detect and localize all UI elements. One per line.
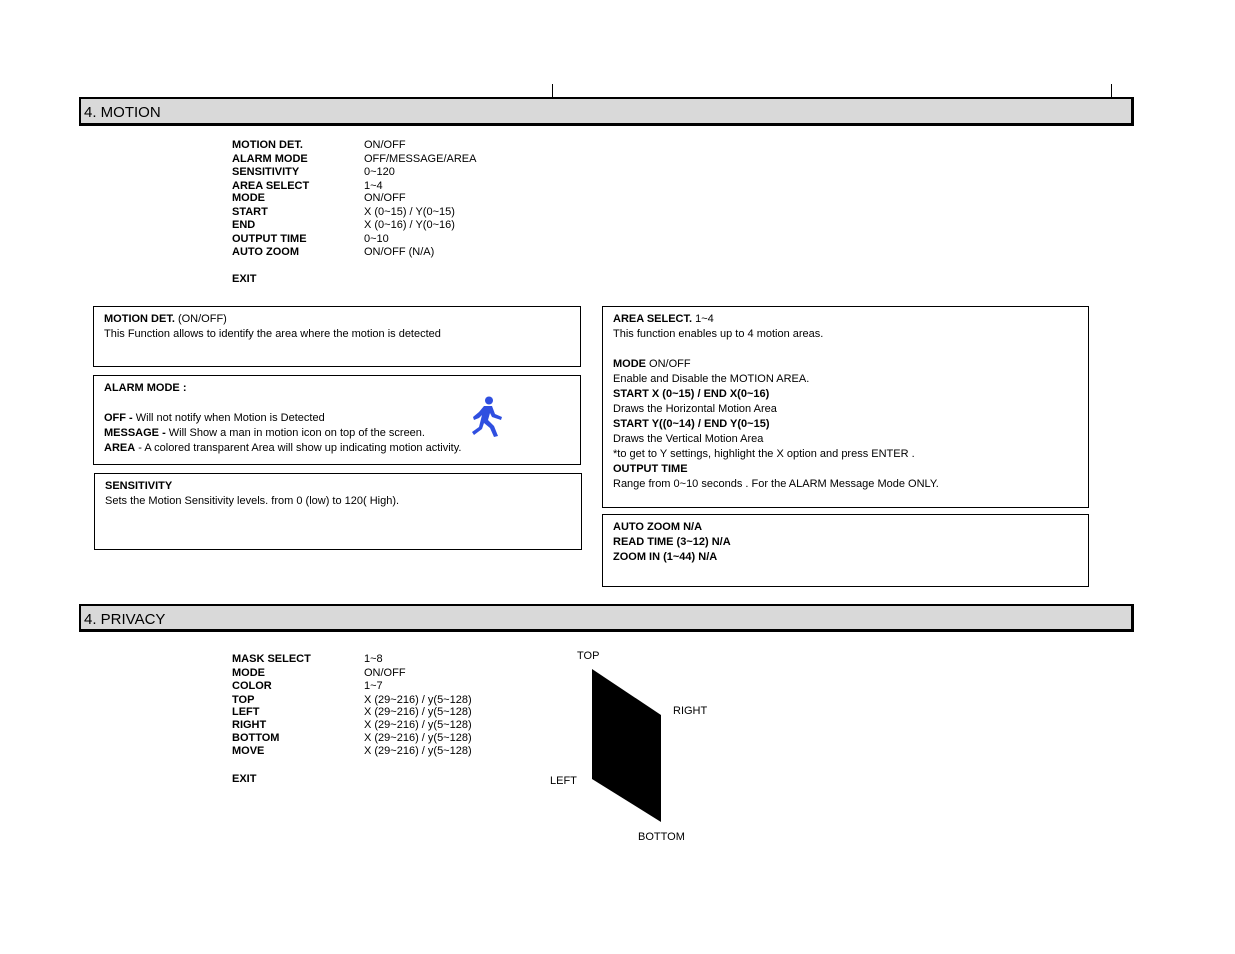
privacy-mask-diagram [590, 666, 664, 824]
sensitivity-desc: Sets the Motion Sensitivity levels. from 0 (low) to 120( High). [105, 495, 400, 507]
menu-value: X (29~216) / y(5~128) [364, 745, 472, 757]
motion-det-box [93, 306, 581, 367]
read-time-label: READ TIME (3~12) N/A [613, 536, 731, 548]
diagram-label-left: LEFT [550, 775, 577, 787]
menu-key: BOTTOM [232, 732, 280, 744]
menu-key: MOVE [232, 745, 265, 757]
alarm-area-key: AREA [104, 442, 136, 454]
auto-zoom-box [602, 514, 1089, 587]
menu-key: START [232, 206, 268, 218]
menu-key: COLOR [232, 680, 272, 692]
menu-key: RIGHT [232, 719, 267, 731]
menu-value: X (29~216) / y(5~128) [364, 719, 472, 731]
menu-value: X (29~216) / y(5~128) [364, 706, 472, 718]
privacy-section-header [79, 604, 1134, 632]
menu-key: MODE [232, 667, 265, 679]
alarm-off-desc: Will not notify when Motion is Detected [132, 412, 325, 424]
output-time-label: OUTPUT TIME [613, 463, 688, 475]
menu-exit: EXIT [232, 773, 257, 785]
alarm-off-key: OFF - [104, 412, 133, 424]
area-select-title: AREA SELECT. [613, 313, 693, 325]
menu-value: X (0~16) / Y(0~16) [364, 219, 455, 231]
motion-section-header [79, 97, 1134, 126]
menu-key: END [232, 219, 256, 231]
area-select-title-suffix: 1~4 [692, 313, 714, 325]
menu-value: ON/OFF [364, 192, 406, 204]
motion-det-desc: This Function allows to identify the area where the motion is detected [104, 328, 441, 340]
menu-key: MOTION DET. [232, 139, 303, 151]
menu-key: LEFT [232, 706, 260, 718]
motion-det-title: MOTION DET. [104, 313, 175, 325]
menu-value: ON/OFF [364, 139, 406, 151]
zoom-in-label: ZOOM IN (1~44) N/A [613, 551, 718, 563]
alarm-message-key: MESSAGE - [104, 427, 166, 439]
start-y-label: START Y((0~14) / END Y(0~15) [613, 418, 770, 430]
start-y-desc: Draws the Vertical Motion Area [613, 433, 764, 445]
start-x-desc: Draws the Horizontal Motion Area [613, 403, 777, 415]
auto-zoom-label: AUTO ZOOM N/A [613, 521, 703, 533]
output-time-desc: Range from 0~10 seconds . For the ALARM Message Mode ONLY. [613, 478, 939, 490]
diagram-label-right: RIGHT [673, 705, 708, 717]
menu-key: MODE [232, 192, 265, 204]
diagram-label-bottom: BOTTOM [638, 831, 685, 843]
ruler-tick-right [1111, 84, 1112, 97]
menu-key: OUTPUT TIME [232, 233, 307, 245]
menu-key: AUTO ZOOM [232, 246, 300, 258]
area-select-box [602, 306, 1089, 508]
area-select-desc: This function enables up to 4 motion areas. [613, 328, 824, 340]
menu-key: AREA SELECT [232, 180, 310, 192]
alarm-area-desc: - A colored transparent Area will show up indicating motion activity. [135, 442, 462, 454]
menu-key: TOP [232, 694, 255, 706]
start-x-label: START X (0~15) / END X(0~16) [613, 388, 770, 400]
menu-value: 1~4 [364, 180, 383, 192]
menu-value: 1~8 [364, 653, 383, 665]
running-man-icon [470, 396, 504, 438]
sensitivity-box [94, 473, 582, 550]
y-settings-note: *to get to Y settings, highlight the X option and press ENTER . [613, 448, 915, 460]
privacy-mask-shape [592, 669, 661, 822]
privacy-menu [232, 653, 552, 793]
menu-value: ON/OFF [364, 667, 406, 679]
menu-value: X (0~15) / Y(0~15) [364, 206, 455, 218]
menu-value: 1~7 [364, 680, 383, 692]
ruler-tick-left [552, 84, 553, 97]
menu-value: X (29~216) / y(5~128) [364, 694, 472, 706]
menu-key: MASK SELECT [232, 653, 311, 665]
sensitivity-title: SENSITIVITY [105, 480, 173, 492]
menu-key: SENSITIVITY [232, 166, 300, 178]
mode-key: MODE [613, 358, 646, 370]
mode-desc: Enable and Disable the MOTION AREA. [613, 373, 810, 385]
menu-value: 0~120 [364, 166, 395, 178]
menu-exit: EXIT [232, 273, 257, 285]
motion-det-title-suffix: (ON/OFF) [174, 313, 227, 325]
alarm-message-desc: Will Show a man in motion icon on top of the screen. [165, 427, 425, 439]
motion-header-title: 4. MOTION [84, 104, 161, 121]
menu-key: ALARM MODE [232, 153, 308, 165]
mode-value: ON/OFF [646, 358, 691, 370]
menu-value: 0~10 [364, 233, 389, 245]
menu-value: OFF/MESSAGE/AREA [364, 153, 477, 165]
alarm-mode-title: ALARM MODE : [104, 382, 187, 394]
privacy-header-title: 4. PRIVACY [84, 611, 166, 628]
motion-menu [232, 139, 552, 289]
menu-value: ON/OFF (N/A) [364, 246, 435, 258]
alarm-mode-box [93, 375, 581, 465]
diagram-label-top: TOP [577, 650, 600, 662]
menu-value: X (29~216) / y(5~128) [364, 732, 472, 744]
